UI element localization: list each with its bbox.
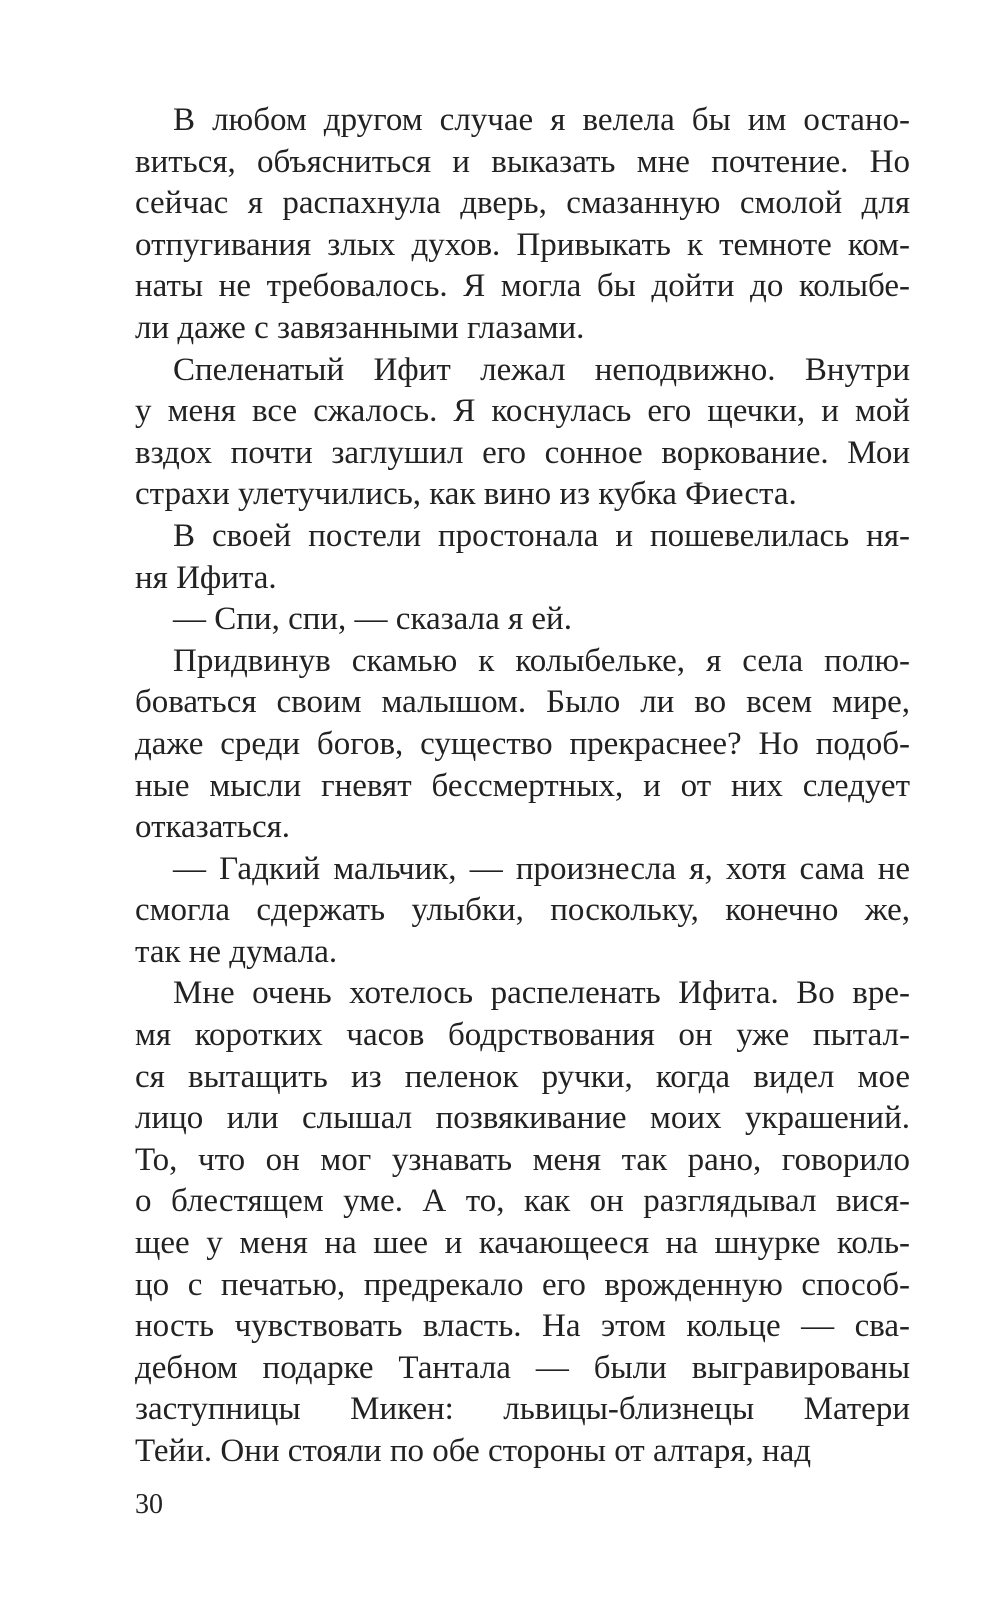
page-number: 30 bbox=[135, 1489, 163, 1520]
text-line: ся вытащить из пеленок ручки, когда видел мое bbox=[135, 1058, 910, 1095]
text-line: цо с печатью, предрекало его врожденную способ- bbox=[135, 1266, 910, 1303]
text-line: мя коротких часов бодрствования он уже пытал- bbox=[135, 1017, 910, 1054]
text-line: ли даже с завязанными глазами. bbox=[135, 309, 585, 346]
text-line: лицо или слышал позвякивание моих украшений. bbox=[135, 1100, 910, 1137]
text-line: наты не требовалось. Я могла бы дойти до колыбе- bbox=[135, 268, 910, 305]
paragraph bbox=[135, 599, 910, 641]
text-line: То, что он мог узнавать меня так рано, говорило bbox=[135, 1141, 910, 1178]
text-line: щее у меня на шее и качающееся на шнурке коль- bbox=[135, 1225, 910, 1262]
text-line: сейчас я распахнула дверь, смазанную смолой для bbox=[135, 185, 910, 222]
text-line: боваться своим малышом. Было ли во всем мире, bbox=[135, 684, 910, 721]
paragraph bbox=[135, 350, 910, 516]
text-line: — Спи, спи, — сказала я ей. bbox=[173, 601, 572, 638]
text-line: ня Ифита. bbox=[135, 559, 277, 596]
text-line: так не думала. bbox=[135, 933, 338, 970]
text-line: Мне очень хотелось распеленать Ифита. Во вре- bbox=[173, 975, 910, 1012]
text-line: ные мысли гневят бессмертных, и от них следует bbox=[135, 767, 910, 804]
text-line: заступницы Микен: львицы-близнецы Матери bbox=[135, 1391, 910, 1428]
text-line: виться, объясниться и выказать мне почтение. Но bbox=[135, 143, 910, 180]
text-line: отпугивания злых духов. Привыкать к темноте ком- bbox=[135, 226, 910, 263]
paragraph bbox=[135, 849, 910, 974]
text-line: — Гадкий мальчик, — произнесла я, хотя сама не bbox=[173, 850, 910, 887]
text-line: Спеленатый Ифит лежал неподвижно. Внутри bbox=[173, 351, 910, 388]
paragraph bbox=[135, 973, 910, 1472]
text-line: ность чувствовать власть. На этом кольце — сва- bbox=[135, 1308, 910, 1345]
paragraph bbox=[135, 516, 910, 599]
text-line: отказаться. bbox=[135, 809, 291, 846]
text-line: у меня все сжалось. Я коснулась его щечки, и мой bbox=[135, 393, 910, 430]
text-line: В любом другом случае я велела бы им остано- bbox=[173, 102, 910, 138]
text-line: дебном подарке Тантала — были выгравированы bbox=[135, 1349, 910, 1386]
text-line: Тейи. Они стояли по обе стороны от алтаря, над bbox=[135, 1433, 812, 1469]
paragraph bbox=[135, 100, 910, 350]
paragraph bbox=[135, 641, 910, 849]
text-line: Придвинув скамью к колыбельке, я села полю- bbox=[173, 642, 910, 679]
text-line: о блестящем уме. А то, как он разглядывал вися- bbox=[135, 1183, 910, 1220]
text-line: смогла сдержать улыбки, поскольку, конечно же, bbox=[135, 892, 910, 929]
text-line: В своей постели простонала и пошевелилась ня- bbox=[173, 517, 910, 554]
body-text bbox=[135, 100, 910, 1473]
text-line: страхи улетучились, как вино из кубка Фиеста. bbox=[135, 476, 797, 513]
text-line: вздох почти заглушил его сонное воркование. Мои bbox=[135, 434, 910, 471]
text-line: даже среди богов, существо прекраснее? Но подоб- bbox=[135, 725, 910, 762]
